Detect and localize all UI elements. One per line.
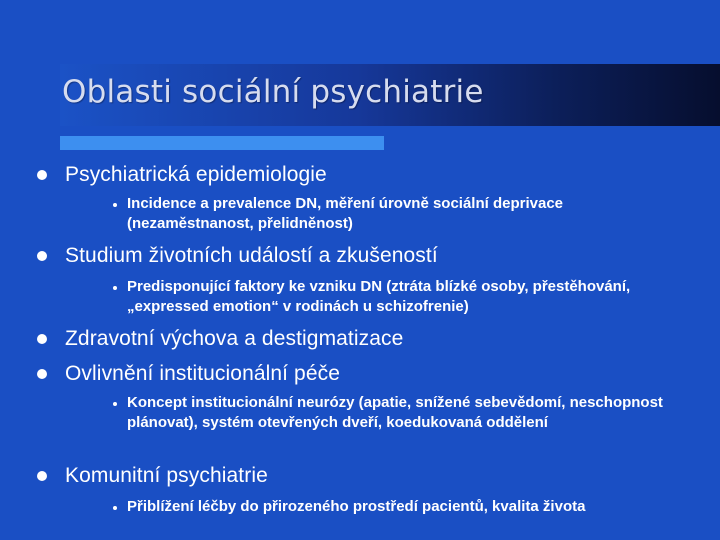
sub-bullet-dot-icon	[113, 203, 117, 207]
bullet-text: Psychiatrická epidemiologie	[65, 163, 327, 186]
sub-bullet-text: Incidence a prevalence DN, měření úrovně sociální deprivace (nezaměstnanost, přelidněnost)	[127, 195, 564, 232]
bullet-text: Ovlivnění institucionální péče	[65, 362, 340, 385]
bullet-text: Komunitní psychiatrie	[65, 464, 268, 487]
title-accent-bar	[60, 136, 384, 150]
bullet-dot-icon	[37, 251, 47, 261]
bullet-dot-icon	[37, 471, 47, 481]
sub-bullet-text: Koncept institucionální neurózy (apatie, snížené sebevědomí, neschopnost plánovat), systém otevřených dveří, koedukovaná oddělení	[127, 394, 663, 431]
sub-bullet-text: Přiblížení léčby do přirozeného prostředí pacientů, kvalita života	[127, 498, 586, 515]
sub-bullet-dot-icon	[113, 506, 117, 510]
bullet-dot-icon	[37, 334, 47, 344]
bullet-dot-icon	[37, 369, 47, 379]
bullet-dot-icon	[37, 170, 47, 180]
slide-title: Oblasti sociální psychiatrie	[62, 74, 484, 110]
sub-bullet-text: Predisponující faktory ke vzniku DN (ztráta blízké osoby, přestěhování, „expressed emotion“ v rodinách u schizofrenie)	[127, 278, 631, 315]
sub-bullet-dot-icon	[113, 286, 117, 290]
sub-bullet-dot-icon	[113, 402, 117, 406]
bullet-text: Studium životních událostí a zkušeností	[65, 244, 438, 267]
bullet-text: Zdravotní výchova a destigmatizace	[65, 327, 404, 350]
